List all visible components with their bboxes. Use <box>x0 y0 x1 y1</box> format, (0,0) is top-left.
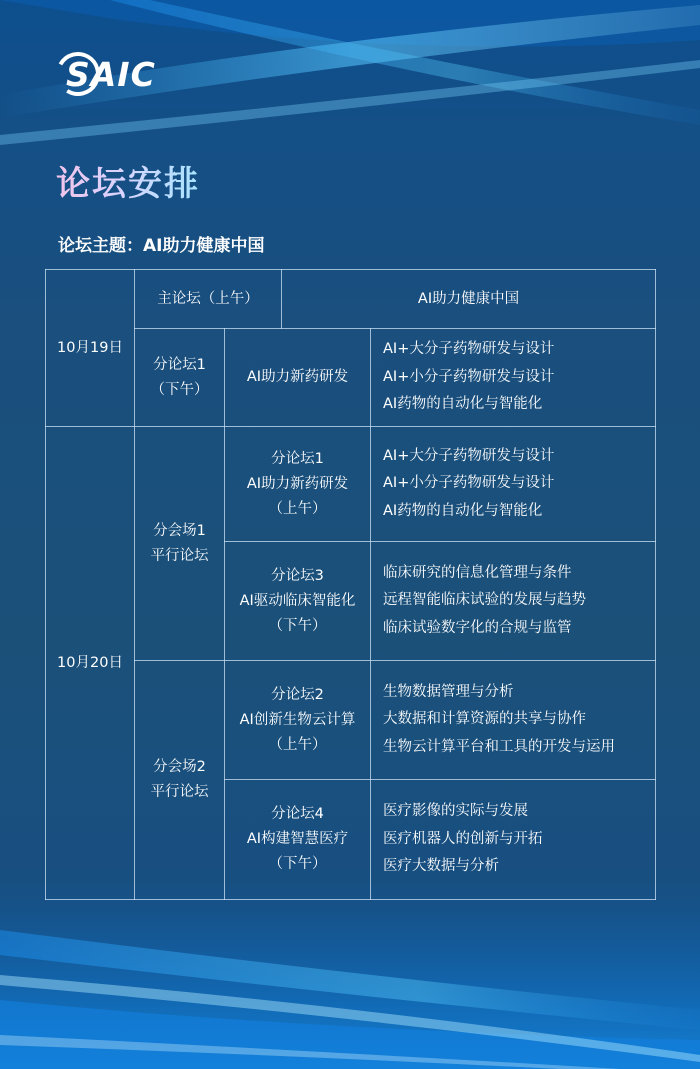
main-forum-theme: AI助力健康中国 <box>282 270 656 329</box>
saic-logo <box>54 44 194 104</box>
session-name: 分论坛2 AI创新生物云计算 （上午） <box>225 661 371 780</box>
logo-text: SAIC <box>66 55 156 94</box>
sub-forum-name: 分论坛1 （下午） <box>135 329 225 427</box>
topic-list <box>371 427 656 542</box>
forum-theme-subtitle: 论坛主题：AI助力健康中国 <box>58 236 265 256</box>
topic-item: AI+小分子药物研发与设计 <box>383 475 555 492</box>
topic-item: 医疗影像的实际与发展 <box>383 803 528 820</box>
topic-item: AI药物的自动化与智能化 <box>383 502 543 519</box>
topic-item: AI药物的自动化与智能化 <box>383 396 543 413</box>
topic-item: AI+小分子药物研发与设计 <box>383 368 555 385</box>
session-name: 分论坛3 AI驱动临床智能化 （下午） <box>225 542 371 661</box>
topic-list <box>371 780 656 900</box>
topic-item: 生物云计算平台和工具的开发与运用 <box>383 738 615 755</box>
forum-schedule-table <box>45 269 656 900</box>
date-cell-day1: 10月19日 <box>46 270 135 427</box>
session-name: 分论坛4 AI构建智慧医疗 （下午） <box>225 780 371 900</box>
topic-item: 生物数据管理与分析 <box>383 683 514 700</box>
session-name: 分论坛1 AI助力新药研发 （上午） <box>225 427 371 542</box>
topic-list <box>371 329 656 427</box>
topic-item: 临床研究的信息化管理与条件 <box>383 564 572 581</box>
page-title: 论坛安排 <box>56 156 200 205</box>
topic-item: 临床试验数字化的合规与监管 <box>383 619 572 636</box>
venue-name: 分会场1 平行论坛 <box>135 427 225 661</box>
topic-item: 医疗机器人的创新与开拓 <box>383 830 543 847</box>
sub-forum-theme: AI助力新药研发 <box>225 329 371 427</box>
topic-item: 医疗大数据与分析 <box>383 858 499 875</box>
date-cell-day2: 10月20日 <box>46 427 135 900</box>
topic-item: AI+大分子药物研发与设计 <box>383 447 555 464</box>
venue-name: 分会场2 平行论坛 <box>135 661 225 900</box>
main-forum-label: 主论坛（上午） <box>135 270 282 329</box>
topic-list <box>371 542 656 661</box>
topic-item: 远程智能临床试验的发展与趋势 <box>383 592 586 609</box>
topic-item: AI+大分子药物研发与设计 <box>383 341 555 358</box>
topic-list <box>371 661 656 780</box>
topic-item: 大数据和计算资源的共享与协作 <box>383 711 586 728</box>
